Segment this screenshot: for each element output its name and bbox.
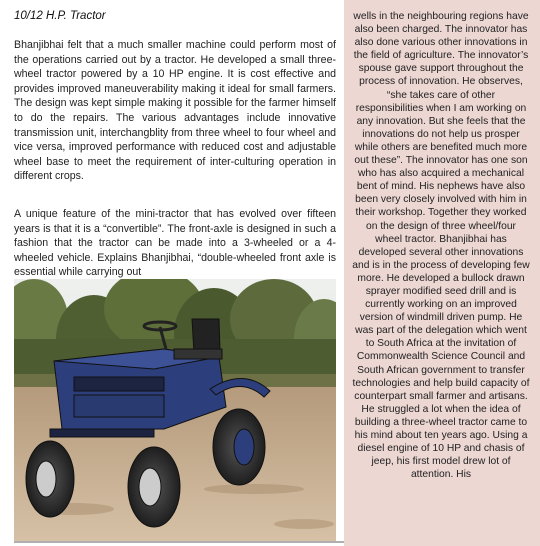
- bottom-divider: [14, 541, 344, 543]
- article-heading: 10/12 H.P. Tractor: [14, 10, 106, 22]
- sidebar-text: wells in the neighbouring regions have also been charged. The innovator has also done various other innovations in the field of agriculture. The innovator’s spouse gave support throughout the process of innovation. He observes, “she takes care of other responsibilities when I am working on any innovation. But she feels that the innovations do not help us prosper while others are benefited much more out these”. The innovator has one son who has also acquired a mechanical bent of mind. His nephews have also been very closely involved with him in their workshop. Together they worked on the design of three wheel/four wheel tractor. Bhanjibhai has developed several other innovations and is in the process of developing few more. He developed a bullock drawn sprayer modified seed drill and is currently working on an improved version of windmill driven pump. He was part of the delegation which went to South Africa at the invitation of Commonwealth Science Council and South African government to transfer technologies and help build capacity of counterpart small farmer and artisans. He struggled a lot when the idea of building a three-wheel tractor came to his mind about ten years ago. Using a diesel engine of 10 HP and chasis of jeep, his first model drew lot of attention. His: [352, 11, 530, 481]
- article-paragraph-2: A unique feature of the mini-tractor that has evolved over fifteen years is that it is a “convertible”. The front-axle is designed in such a fashion that the tractor can be made into a 3-wheeled or a 4-wheeled vehicle. Explains Bhanjibhai, “double-wheeled front axle is essential while carrying out: [14, 208, 336, 279]
- article-paragraph-1: Bhanjibhai felt that a much smaller machine could perform most of the operations carried out by a tractor. He developed a small three-wheel tractor powered by a 10 HP engine. It is cost effective and provides improved maneuverability making it ideal for small farmers. The design was kept simple making it possible for the farmer himself to do the repairs. The various advantages include innovative transmission unit, interchangblity from three wheel to four wheel and vice versa, improved performance with reduced cost and adjustable wheel base to meet the requirement of inter-culturing operation in different crops.: [14, 39, 336, 183]
- tractor-photo: [14, 279, 336, 541]
